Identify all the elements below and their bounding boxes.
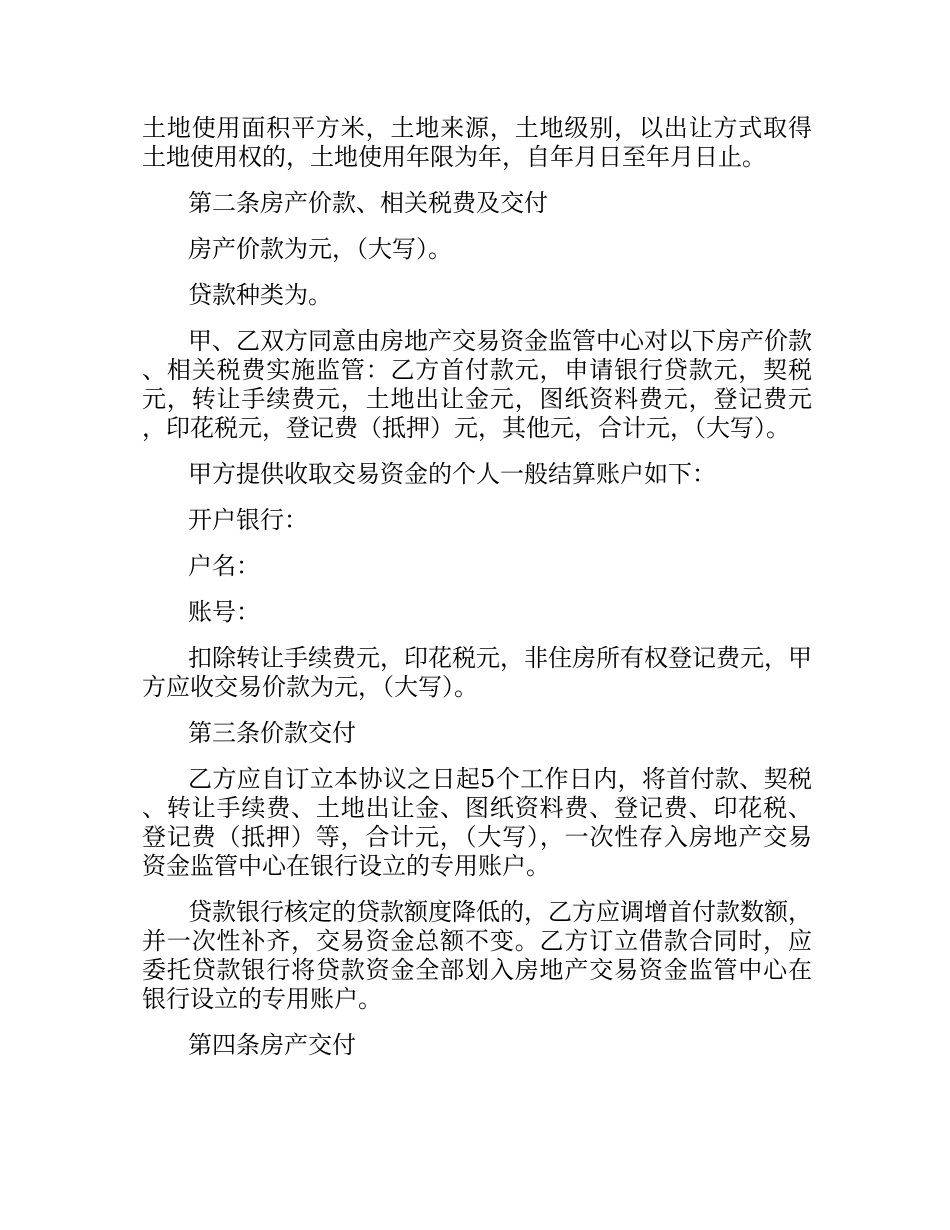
paragraph-land-info: 土地使用面积平方米，土地来源，土地级别，以出让方式取得土地使用权的，土地使用年限为年，自年月日至年月日止。 — [142, 114, 812, 171]
heading-article-2: 第二条房产价款、相关税费及交付 — [188, 189, 548, 217]
heading-article-4: 第四条房产交付 — [188, 1031, 356, 1059]
paragraph-deductions: 扣除转让手续费元，印花税元，非住房所有权登记费元，甲方应收交易价款为元，（大写）。 — [142, 644, 812, 701]
paragraph-loan-adjust: 贷款银行核定的贷款额度降低的，乙方应调增首付款数额，并一次性补齐，交易资金总额不变。乙方订立借款合同时，应委托贷款银行将贷款资金全部划入房地产交易资金监管中心在银行设立的专用账户。 — [142, 898, 812, 1013]
paragraph-bank: 开户银行： — [188, 506, 308, 534]
paragraph-account-number: 账号： — [188, 598, 260, 626]
paragraph-payment-deposit: 乙方应自订立本协议之日起5个工作日内，将首付款、契税、转让手续费、土地出让金、图纸资料费、登记费、印花税、登记费（抵押）等，合计元，（大写），一次性存入房地产交易资金监管中心在银行设立的专用账户。 — [142, 765, 812, 880]
paragraph-price: 房产价款为元，（大写）。 — [188, 235, 452, 263]
document-body — [142, 114, 812, 1060]
paragraph-loan-type: 贷款种类为。 — [188, 281, 332, 309]
heading-article-3: 第三条价款交付 — [188, 719, 356, 747]
paragraph-supervision: 甲、乙双方同意由房地产交易资金监管中心对以下房产价款、相关税费实施监管：乙方首付款元，申请银行贷款元，契税元，转让手续费元，土地出让金元，图纸资料费元，登记费元，印花税元，登记费（抵押）元，其他元，合计元，（大写）。 — [142, 327, 812, 442]
paragraph-account-intro: 甲方提供收取交易资金的个人一般结算账户如下： — [188, 460, 716, 488]
paragraph-account-name: 户名： — [188, 552, 260, 580]
